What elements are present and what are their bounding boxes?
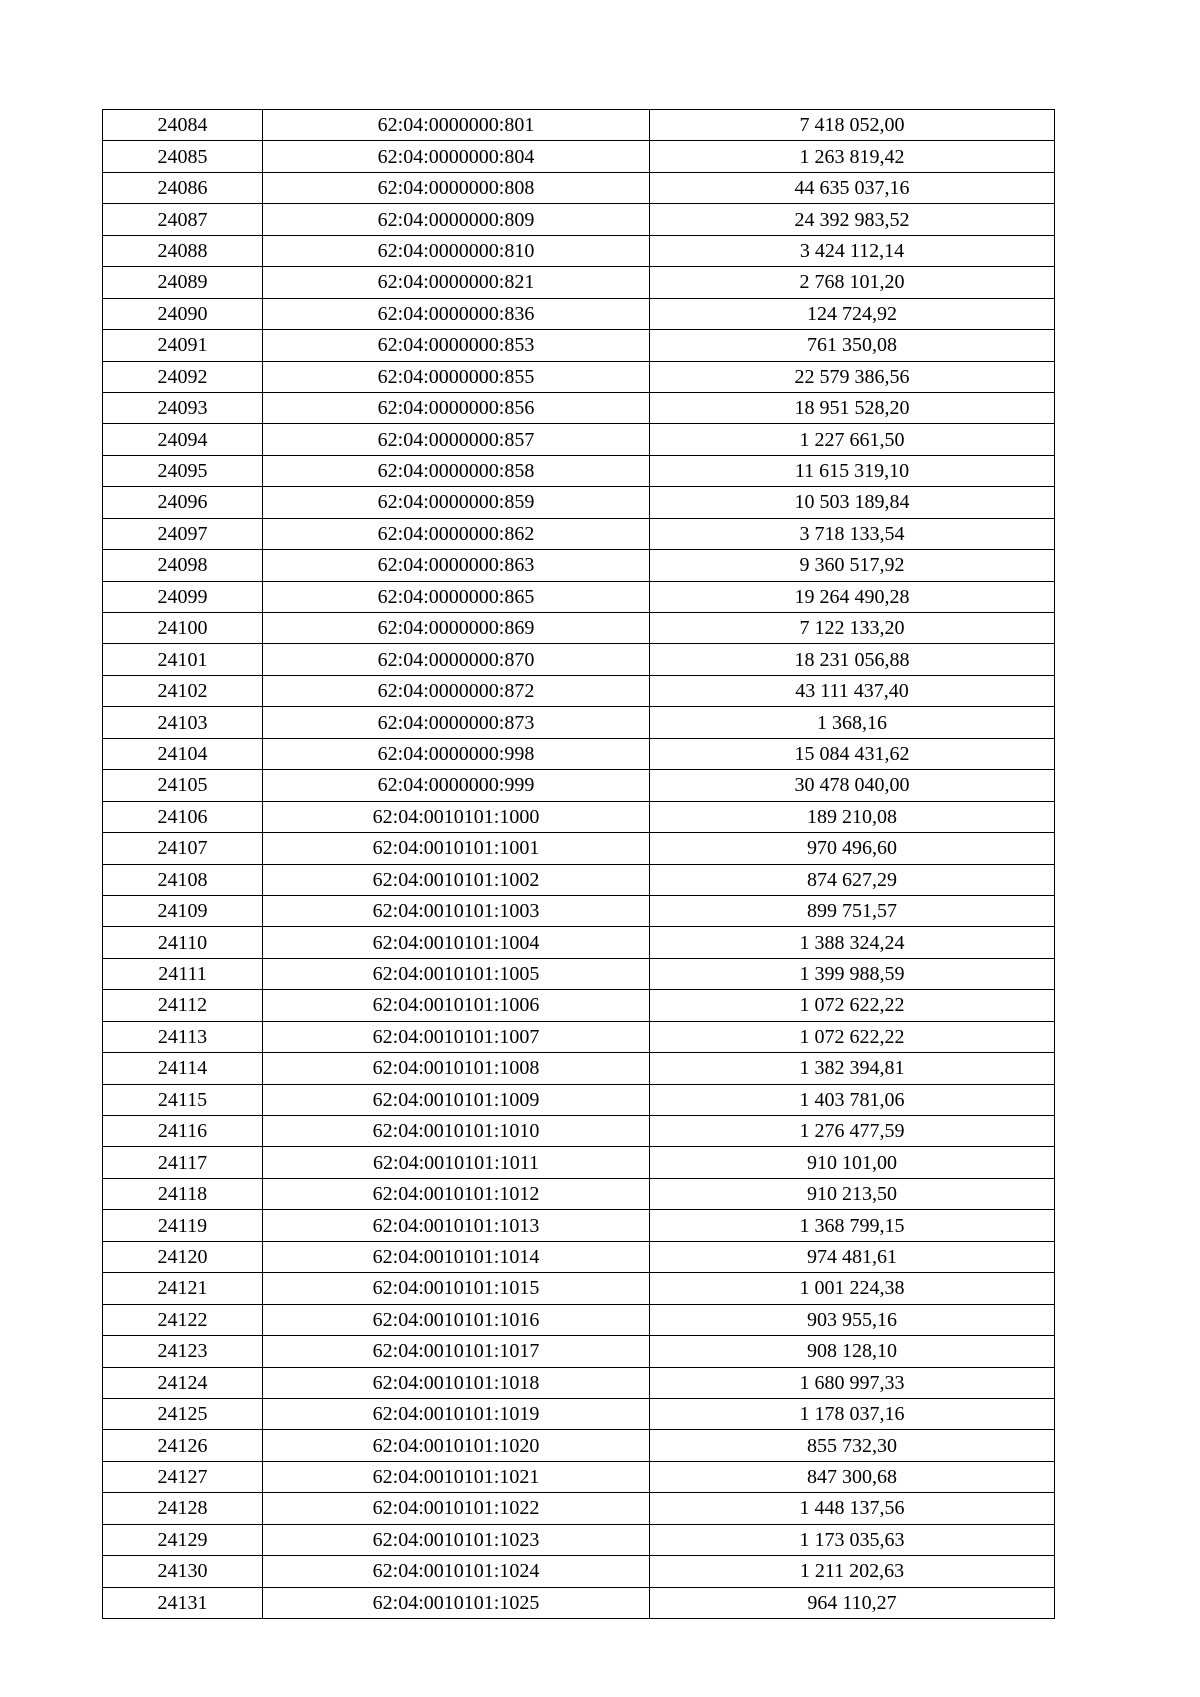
cadastral-value-cell: 11 615 319,10 bbox=[650, 455, 1055, 486]
cadastral-value-cell: 964 110,27 bbox=[650, 1587, 1055, 1618]
row-number-cell: 24091 bbox=[103, 330, 263, 361]
row-number-cell: 24124 bbox=[103, 1367, 263, 1398]
row-number-cell: 24087 bbox=[103, 204, 263, 235]
cadastral-value-cell: 1 403 781,06 bbox=[650, 1084, 1055, 1115]
cadastral-number-cell: 62:04:0000000:821 bbox=[263, 267, 650, 298]
table-row bbox=[103, 1210, 1055, 1241]
row-number-cell: 24097 bbox=[103, 518, 263, 549]
cadastral-number-cell: 62:04:0010101:1009 bbox=[263, 1084, 650, 1115]
row-number-cell: 24110 bbox=[103, 927, 263, 958]
cadastral-value-cell: 1 072 622,22 bbox=[650, 990, 1055, 1021]
table-row bbox=[103, 1493, 1055, 1524]
cadastral-number-cell: 62:04:0000000:856 bbox=[263, 392, 650, 423]
cadastral-number-cell: 62:04:0010101:1006 bbox=[263, 990, 650, 1021]
cadastral-value-cell: 1 680 997,33 bbox=[650, 1367, 1055, 1398]
row-number-cell: 24128 bbox=[103, 1493, 263, 1524]
table-row bbox=[103, 1398, 1055, 1429]
row-number-cell: 24084 bbox=[103, 110, 263, 141]
row-number-cell: 24113 bbox=[103, 1021, 263, 1052]
cadastral-number-cell: 62:04:0000000:808 bbox=[263, 172, 650, 203]
cadastral-value-cell: 24 392 983,52 bbox=[650, 204, 1055, 235]
cadastral-number-cell: 62:04:0010101:1019 bbox=[263, 1398, 650, 1429]
cadastral-number-cell: 62:04:0010101:1014 bbox=[263, 1241, 650, 1272]
table-row bbox=[103, 267, 1055, 298]
table-row bbox=[103, 1116, 1055, 1147]
cadastral-number-cell: 62:04:0000000:859 bbox=[263, 487, 650, 518]
row-number-cell: 24130 bbox=[103, 1556, 263, 1587]
table-row bbox=[103, 770, 1055, 801]
table-row bbox=[103, 298, 1055, 329]
table-row bbox=[103, 895, 1055, 926]
cadastral-number-cell: 62:04:0000000:872 bbox=[263, 675, 650, 706]
cadastral-number-cell: 62:04:0000000:865 bbox=[263, 581, 650, 612]
cadastral-number-cell: 62:04:0010101:1007 bbox=[263, 1021, 650, 1052]
cadastral-number-cell: 62:04:0010101:1004 bbox=[263, 927, 650, 958]
cadastral-number-cell: 62:04:0000000:855 bbox=[263, 361, 650, 392]
row-number-cell: 24089 bbox=[103, 267, 263, 298]
row-number-cell: 24106 bbox=[103, 801, 263, 832]
cadastral-value-cell: 855 732,30 bbox=[650, 1430, 1055, 1461]
cadastral-number-cell: 62:04:0010101:1025 bbox=[263, 1587, 650, 1618]
cadastral-value-cell: 1 368,16 bbox=[650, 707, 1055, 738]
cadastral-value-cell: 1 276 477,59 bbox=[650, 1116, 1055, 1147]
table-row bbox=[103, 392, 1055, 423]
cadastral-value-cell: 7 122 133,20 bbox=[650, 613, 1055, 644]
cadastral-value-cell: 124 724,92 bbox=[650, 298, 1055, 329]
table-row bbox=[103, 1556, 1055, 1587]
cadastral-number-cell: 62:04:0000000:862 bbox=[263, 518, 650, 549]
table-body bbox=[103, 110, 1055, 1619]
row-number-cell: 24086 bbox=[103, 172, 263, 203]
cadastral-number-cell: 62:04:0010101:1021 bbox=[263, 1461, 650, 1492]
cadastral-number-cell: 62:04:0010101:1020 bbox=[263, 1430, 650, 1461]
row-number-cell: 24085 bbox=[103, 141, 263, 172]
row-number-cell: 24090 bbox=[103, 298, 263, 329]
table-row bbox=[103, 1273, 1055, 1304]
row-number-cell: 24129 bbox=[103, 1524, 263, 1555]
row-number-cell: 24104 bbox=[103, 738, 263, 769]
row-number-cell: 24093 bbox=[103, 392, 263, 423]
cadastral-number-cell: 62:04:0000000:863 bbox=[263, 550, 650, 581]
cadastral-number-cell: 62:04:0010101:1011 bbox=[263, 1147, 650, 1178]
cadastral-value-cell: 847 300,68 bbox=[650, 1461, 1055, 1492]
table-row bbox=[103, 172, 1055, 203]
table-row bbox=[103, 1084, 1055, 1115]
row-number-cell: 24103 bbox=[103, 707, 263, 738]
cadastral-value-cell: 15 084 431,62 bbox=[650, 738, 1055, 769]
table-row bbox=[103, 235, 1055, 266]
cadastral-value-cell: 1 178 037,16 bbox=[650, 1398, 1055, 1429]
cadastral-number-cell: 62:04:0000000:870 bbox=[263, 644, 650, 675]
table-row bbox=[103, 141, 1055, 172]
row-number-cell: 24116 bbox=[103, 1116, 263, 1147]
cadastral-value-table bbox=[102, 109, 1055, 1619]
cadastral-number-cell: 62:04:0010101:1018 bbox=[263, 1367, 650, 1398]
table-row bbox=[103, 1241, 1055, 1272]
row-number-cell: 24088 bbox=[103, 235, 263, 266]
cadastral-number-cell: 62:04:0010101:1002 bbox=[263, 864, 650, 895]
cadastral-number-cell: 62:04:0000000:804 bbox=[263, 141, 650, 172]
cadastral-number-cell: 62:04:0010101:1012 bbox=[263, 1178, 650, 1209]
cadastral-number-cell: 62:04:0010101:1003 bbox=[263, 895, 650, 926]
row-number-cell: 24092 bbox=[103, 361, 263, 392]
row-number-cell: 24094 bbox=[103, 424, 263, 455]
table-row bbox=[103, 1021, 1055, 1052]
row-number-cell: 24119 bbox=[103, 1210, 263, 1241]
cadastral-number-cell: 62:04:0010101:1008 bbox=[263, 1053, 650, 1084]
cadastral-number-cell: 62:04:0000000:999 bbox=[263, 770, 650, 801]
row-number-cell: 24114 bbox=[103, 1053, 263, 1084]
row-number-cell: 24098 bbox=[103, 550, 263, 581]
cadastral-value-cell: 1 382 394,81 bbox=[650, 1053, 1055, 1084]
table-row bbox=[103, 644, 1055, 675]
table-row bbox=[103, 675, 1055, 706]
cadastral-value-cell: 7 418 052,00 bbox=[650, 110, 1055, 141]
table-row bbox=[103, 1304, 1055, 1335]
row-number-cell: 24118 bbox=[103, 1178, 263, 1209]
cadastral-number-cell: 62:04:0000000:801 bbox=[263, 110, 650, 141]
table-row bbox=[103, 424, 1055, 455]
cadastral-value-cell: 18 951 528,20 bbox=[650, 392, 1055, 423]
table-row bbox=[103, 455, 1055, 486]
cadastral-value-cell: 899 751,57 bbox=[650, 895, 1055, 926]
table-row bbox=[103, 958, 1055, 989]
cadastral-value-cell: 1 227 661,50 bbox=[650, 424, 1055, 455]
row-number-cell: 24126 bbox=[103, 1430, 263, 1461]
row-number-cell: 24122 bbox=[103, 1304, 263, 1335]
cadastral-number-cell: 62:04:0010101:1001 bbox=[263, 833, 650, 864]
cadastral-number-cell: 62:04:0010101:1015 bbox=[263, 1273, 650, 1304]
table-row bbox=[103, 1147, 1055, 1178]
cadastral-value-cell: 1 388 324,24 bbox=[650, 927, 1055, 958]
row-number-cell: 24101 bbox=[103, 644, 263, 675]
table-row bbox=[103, 707, 1055, 738]
cadastral-value-cell: 1 368 799,15 bbox=[650, 1210, 1055, 1241]
table-row bbox=[103, 738, 1055, 769]
cadastral-number-cell: 62:04:0000000:857 bbox=[263, 424, 650, 455]
table-row bbox=[103, 864, 1055, 895]
row-number-cell: 24131 bbox=[103, 1587, 263, 1618]
cadastral-number-cell: 62:04:0000000:853 bbox=[263, 330, 650, 361]
cadastral-number-cell: 62:04:0010101:1017 bbox=[263, 1336, 650, 1367]
table-row bbox=[103, 1587, 1055, 1618]
table-row bbox=[103, 613, 1055, 644]
cadastral-number-cell: 62:04:0000000:998 bbox=[263, 738, 650, 769]
cadastral-number-cell: 62:04:0000000:809 bbox=[263, 204, 650, 235]
table-row bbox=[103, 990, 1055, 1021]
cadastral-value-cell: 874 627,29 bbox=[650, 864, 1055, 895]
row-number-cell: 24112 bbox=[103, 990, 263, 1021]
cadastral-value-cell: 910 213,50 bbox=[650, 1178, 1055, 1209]
cadastral-value-cell: 189 210,08 bbox=[650, 801, 1055, 832]
row-number-cell: 24100 bbox=[103, 613, 263, 644]
row-number-cell: 24095 bbox=[103, 455, 263, 486]
cadastral-value-cell: 970 496,60 bbox=[650, 833, 1055, 864]
cadastral-value-cell: 908 128,10 bbox=[650, 1336, 1055, 1367]
row-number-cell: 24115 bbox=[103, 1084, 263, 1115]
table-row bbox=[103, 833, 1055, 864]
row-number-cell: 24121 bbox=[103, 1273, 263, 1304]
table-row bbox=[103, 1367, 1055, 1398]
row-number-cell: 24123 bbox=[103, 1336, 263, 1367]
cadastral-number-cell: 62:04:0010101:1022 bbox=[263, 1493, 650, 1524]
row-number-cell: 24127 bbox=[103, 1461, 263, 1492]
row-number-cell: 24102 bbox=[103, 675, 263, 706]
cadastral-value-cell: 1 399 988,59 bbox=[650, 958, 1055, 989]
cadastral-value-cell: 44 635 037,16 bbox=[650, 172, 1055, 203]
table-row bbox=[103, 1178, 1055, 1209]
cadastral-number-cell: 62:04:0000000:810 bbox=[263, 235, 650, 266]
cadastral-value-cell: 22 579 386,56 bbox=[650, 361, 1055, 392]
cadastral-value-cell: 30 478 040,00 bbox=[650, 770, 1055, 801]
table-row bbox=[103, 1524, 1055, 1555]
cadastral-value-cell: 9 360 517,92 bbox=[650, 550, 1055, 581]
cadastral-value-cell: 10 503 189,84 bbox=[650, 487, 1055, 518]
cadastral-value-cell: 1 072 622,22 bbox=[650, 1021, 1055, 1052]
table-row bbox=[103, 1430, 1055, 1461]
cadastral-number-cell: 62:04:0000000:858 bbox=[263, 455, 650, 486]
cadastral-value-cell: 910 101,00 bbox=[650, 1147, 1055, 1178]
table-row bbox=[103, 1461, 1055, 1492]
cadastral-value-cell: 3 424 112,14 bbox=[650, 235, 1055, 266]
cadastral-value-cell: 43 111 437,40 bbox=[650, 675, 1055, 706]
cadastral-number-cell: 62:04:0010101:1005 bbox=[263, 958, 650, 989]
table-row bbox=[103, 330, 1055, 361]
table-row bbox=[103, 518, 1055, 549]
cadastral-number-cell: 62:04:0000000:873 bbox=[263, 707, 650, 738]
table-row bbox=[103, 487, 1055, 518]
table-row bbox=[103, 1053, 1055, 1084]
table-row bbox=[103, 1336, 1055, 1367]
row-number-cell: 24109 bbox=[103, 895, 263, 926]
cadastral-value-cell: 3 718 133,54 bbox=[650, 518, 1055, 549]
row-number-cell: 24111 bbox=[103, 958, 263, 989]
row-number-cell: 24108 bbox=[103, 864, 263, 895]
table-row bbox=[103, 204, 1055, 235]
row-number-cell: 24107 bbox=[103, 833, 263, 864]
cadastral-value-cell: 1 263 819,42 bbox=[650, 141, 1055, 172]
cadastral-number-cell: 62:04:0010101:1023 bbox=[263, 1524, 650, 1555]
cadastral-number-cell: 62:04:0000000:836 bbox=[263, 298, 650, 329]
row-number-cell: 24099 bbox=[103, 581, 263, 612]
cadastral-number-cell: 62:04:0000000:869 bbox=[263, 613, 650, 644]
cadastral-value-cell: 1 173 035,63 bbox=[650, 1524, 1055, 1555]
row-number-cell: 24117 bbox=[103, 1147, 263, 1178]
cadastral-value-cell: 761 350,08 bbox=[650, 330, 1055, 361]
cadastral-number-cell: 62:04:0010101:1016 bbox=[263, 1304, 650, 1335]
row-number-cell: 24096 bbox=[103, 487, 263, 518]
table-row bbox=[103, 361, 1055, 392]
table-row bbox=[103, 550, 1055, 581]
table-row bbox=[103, 927, 1055, 958]
cadastral-value-cell: 974 481,61 bbox=[650, 1241, 1055, 1272]
row-number-cell: 24125 bbox=[103, 1398, 263, 1429]
cadastral-value-cell: 1 001 224,38 bbox=[650, 1273, 1055, 1304]
table-row bbox=[103, 581, 1055, 612]
cadastral-value-cell: 903 955,16 bbox=[650, 1304, 1055, 1335]
cadastral-value-cell: 18 231 056,88 bbox=[650, 644, 1055, 675]
cadastral-number-cell: 62:04:0010101:1010 bbox=[263, 1116, 650, 1147]
cadastral-number-cell: 62:04:0010101:1024 bbox=[263, 1556, 650, 1587]
row-number-cell: 24105 bbox=[103, 770, 263, 801]
cadastral-value-cell: 2 768 101,20 bbox=[650, 267, 1055, 298]
cadastral-number-cell: 62:04:0010101:1000 bbox=[263, 801, 650, 832]
table-row bbox=[103, 110, 1055, 141]
cadastral-number-cell: 62:04:0010101:1013 bbox=[263, 1210, 650, 1241]
cadastral-value-cell: 1 448 137,56 bbox=[650, 1493, 1055, 1524]
cadastral-value-cell: 1 211 202,63 bbox=[650, 1556, 1055, 1587]
cadastral-value-cell: 19 264 490,28 bbox=[650, 581, 1055, 612]
row-number-cell: 24120 bbox=[103, 1241, 263, 1272]
table-row bbox=[103, 801, 1055, 832]
